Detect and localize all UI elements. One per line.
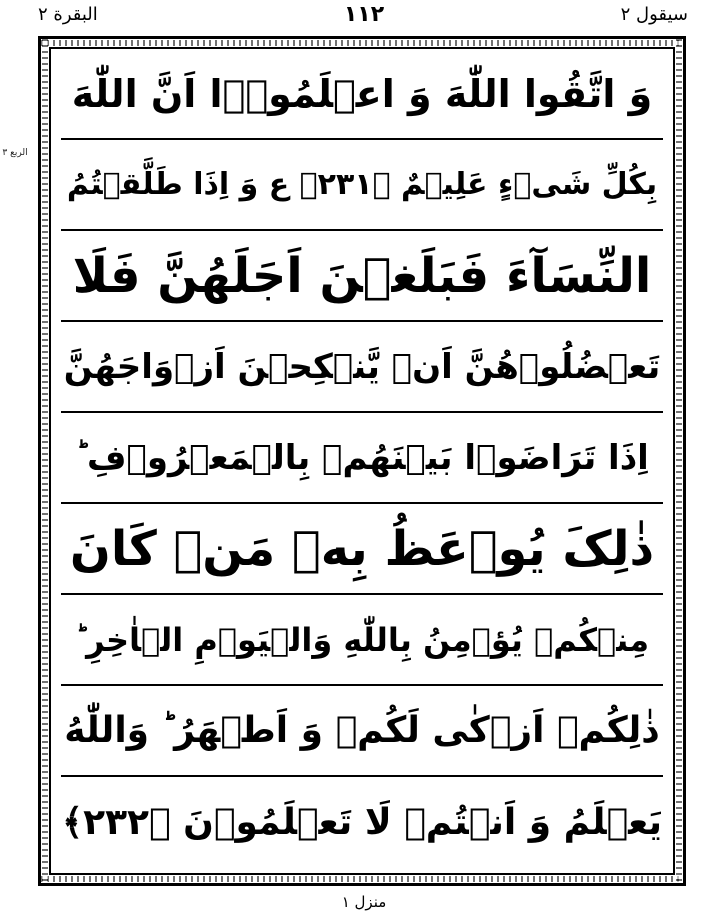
page-frame (38, 36, 686, 886)
frame-ornament-left (42, 39, 48, 883)
verse-line-9: یَعۡلَمُ وَ اَنۡتُمۡ لَا تَعۡلَمُوۡنَ ﴿۲۳۲﴾ (62, 801, 662, 843)
page-number: ۱۱۲ (343, 2, 385, 27)
verse-line-3: النِّسَآءَ فَبَلَغۡنَ اَجَلَهُنَّ فَلَا (61, 231, 663, 322)
verse-line-6: ذٰلِکَ یُوۡعَظُ بِهٖ مَنۡ کَانَ (61, 504, 663, 595)
frame-ornament-top (41, 40, 683, 46)
manzil-footer: منزل ۱ (341, 893, 387, 911)
frame-ornament-right (676, 39, 682, 883)
margin-rub-marker: الربع ۳ (2, 148, 28, 158)
verse-line-2: بِکُلِّ شَیۡءٍ عَلِیۡمٌ ﴿۲۳۱﴾ ع وَ اِذَا طَلَّقۡتُمُ (61, 140, 663, 231)
verse-line-8: ذٰلِکُمۡ اَزۡکٰی لَکُمۡ وَ اَطۡهَرُ ؕ وَاللّٰهُ (61, 686, 663, 777)
surah-name-header: البقرة ۲ (38, 4, 98, 25)
text-area (49, 47, 675, 875)
verse-line-7: مِنۡکُمۡ یُؤۡمِنُ بِاللّٰهِ وَالۡیَوۡمِ الۡاٰخِرِ ؕ (61, 595, 663, 686)
verse-line-1: وَ اتَّقُوا اللّٰهَ وَ اعۡلَمُوۡۤا اَنَّ اللّٰهَ (61, 49, 663, 140)
verse-line-4: تَعۡضُلُوۡهُنَّ اَنۡ یَّنۡکِحۡنَ اَزۡوَاجَهُنَّ (61, 322, 663, 413)
frame-ornament-bottom (41, 876, 683, 882)
verse-line-5: اِذَا تَرَاضَوۡا بَیۡنَهُمۡ بِالۡمَعۡرُوۡفِ ؕ (61, 413, 663, 504)
juz-name-header: سیقول ۲ (620, 4, 688, 25)
